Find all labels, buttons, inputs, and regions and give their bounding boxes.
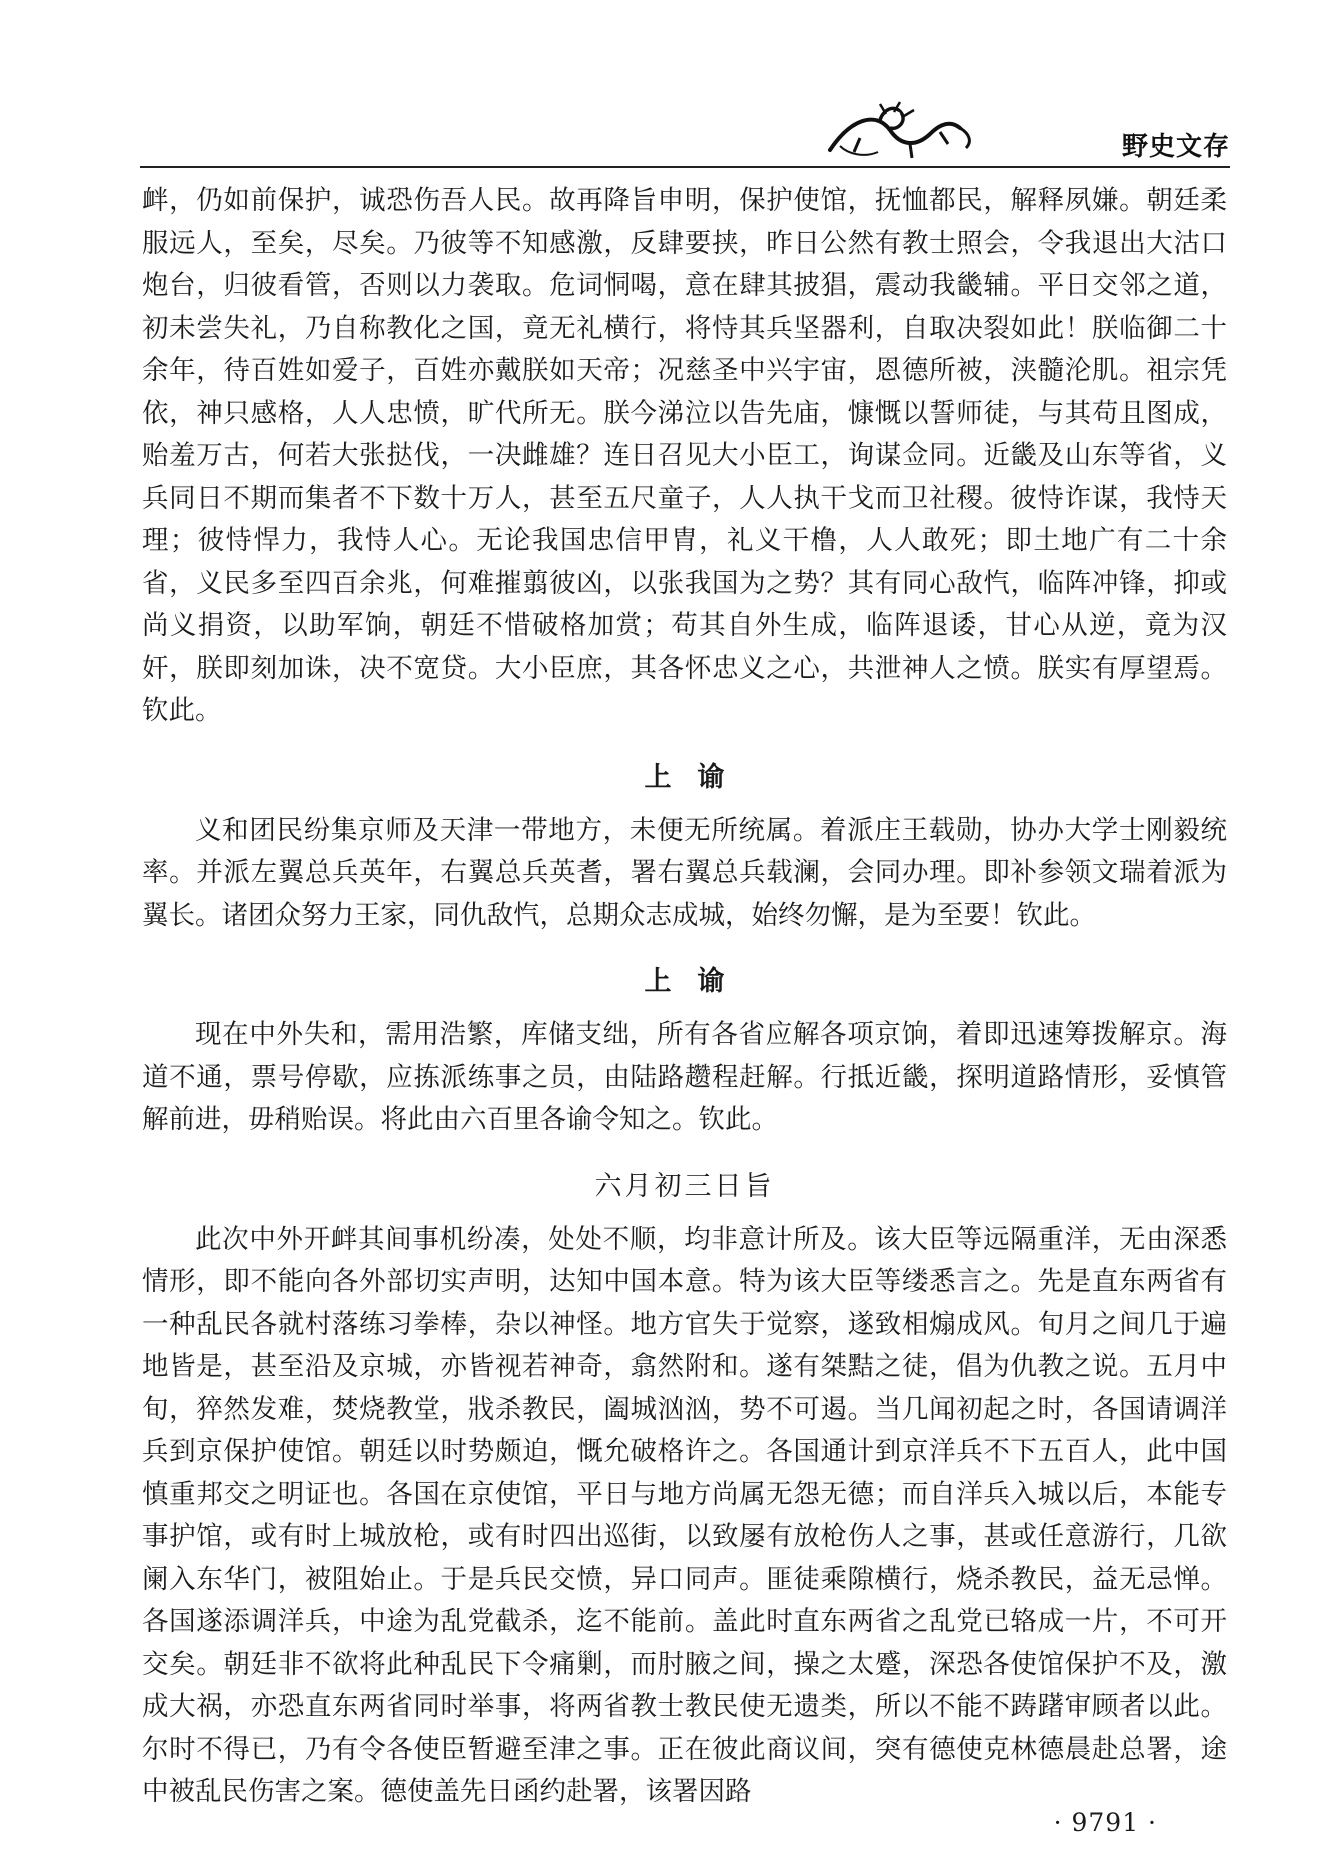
page-body <box>142 180 1227 1814</box>
page-number: · 9791 · <box>1053 1808 1157 1837</box>
book-title: 野史文存 <box>1121 132 1230 162</box>
section-heading: 上谕 <box>644 966 751 997</box>
page-header <box>140 100 1230 180</box>
text-paragraph: 此次中外开衅其间事机纷凑，处处不顺，均非意计所及。该大臣等远隔重洋，无由深悉情形，即不能向各外部切实声明，达知中国本意。特为该大臣等缕悉言之。先是直东两省有一种乱民各就村落练习拳棒，杂以神怪。地方官失于觉察，遂致相煽成风。旬月之间几于遍地皆是，甚至沿及京城，亦皆视若神奇，翕然附和。遂有桀黠之徒，倡为仇教之说。五月中旬，猝然发难，焚烧教堂，戕杀教民，阖城汹汹，势不可遏。当几闻初起之时，各国请调洋兵到京保护使馆。朝廷以时势颇迫，慨允破格许之。各国通计到京洋兵不下五百人，此中国慎重邦交之明证也。各国在京使馆，平日与地方尚属无怨无德；而自洋兵入城以后，本能专事护馆，或有时上城放枪，或有时四出巡街，以致屡有放枪伤人之事，甚或任意游行，几欲阑入东华门，被阻始止。于是兵民交愤，异口同声。匪徒乘隙横行，烧杀教民，益无忌惮。各国遂添调洋兵，中途为乱党截杀，迄不能前。盖此时直东两省之乱党已辂成一片，不可开交矣。朝廷非不欲将此种乱民下令痛剿，而肘腋之间，操之太蹙，深恐各使馆保护不及，激成大祸，亦恐直东两省同时举事，将两省教士教民使无遗类，所以不能不踌躇审顾者以此。尔时不得已，乃有令各使臣暂避至津之事。正在彼此商议间，突有德使克林德晨赴总署，途中被乱民伤害之案。德使盖先日函约赴署，该署因路 <box>142 1223 1227 1807</box>
text-paragraph: 衅，仍如前保护，诚恐伤吾人民。故再降旨申明，保护使馆，抚恤都民，解释夙嫌。朝廷柔服远人，至矣，尽矣。乃彼等不知感激，反肆要挟，昨日公然有教士照会，令我退出大沽口炮台，归彼看管，否则以力袭取。危词恫喝，意在肆其披猖，震动我畿辅。平日交邻之道，初未尝失礼，乃自称教化之国，竟无礼横行，将恃其兵坚器利，自取决裂如此！朕临御二十余年，待百姓如爱子，百姓亦戴朕如天帝；况慈圣中兴宇宙，恩德所被，浃髓沦肌。祖宗凭依，神只感格，人人忠愤，旷代所无。朕今涕泣以告先庙，慷慨以誓师徒，与其苟且图成，贻羞万古，何若大张挞伐，一决雌雄？连日召见大小臣工，询谋佥同。近畿及山东等省，义兵同日不期而集者不下数十万人，甚至五尺童子，人人执干戈而卫社稷。彼恃诈谋，我恃天理；彼恃悍力，我恃人心。无论我国忠信甲胄，礼义干橹，人人敢死；即土地广有二十余省，义民多至四百余兆，何难摧翦彼凶，以张我国为之势？其有同心敌忾，临阵冲锋，抑或尚义捐资，以助军饷，朝廷不惜破格加赏；苟其自外生成，临阵退诿，甘心从逆，竟为汉奸，朕即刻加诛，决不宽贷。大小臣庶，其各怀忠义之心，共泄神人之愤。朕实有厚望焉。钦此。 <box>142 185 1227 726</box>
header-rule <box>140 166 1230 168</box>
section-heading: 上谕 <box>644 761 751 793</box>
section-heading: 六月初三日旨 <box>594 1170 775 1202</box>
text-paragraph: 义和团民纷集京师及天津一带地方，未便无所统属。着派庄王载勋，协办大学士刚毅统率。并派左翼总兵英年，右翼总兵英耆，署右翼总兵载澜，会同办理。即补参领文瑞着派为翼长。诸团众努力王家，同仇敌忾，总期众志成城，始终勿懈，是为至要！钦此。 <box>142 814 1227 931</box>
text-paragraph: 现在中外失和，需用浩繁，库储支绌，所有各省应解各项京饷，着即迅速筹拨解京。海道不通，票号停歇，应拣派练事之员，由陆路趱程赶解。行抵近畿，探明道路情形，妥慎管解前进，毋稍贻误。将此由六百里各谕令知之。钦此。 <box>142 1019 1227 1135</box>
dragon-emblem-icon <box>820 100 980 162</box>
